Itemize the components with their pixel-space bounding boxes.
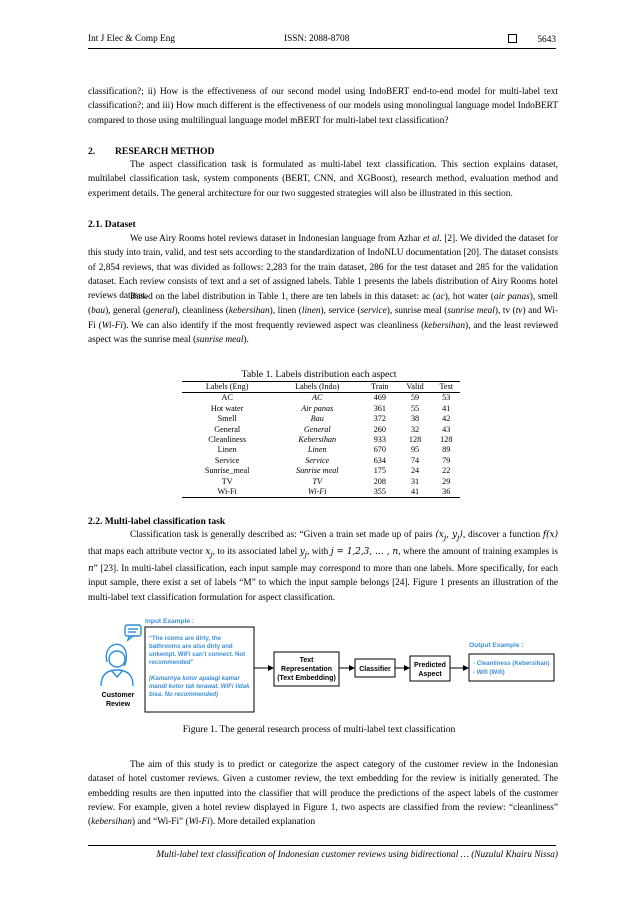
classifier-label: Classifier [359, 666, 391, 673]
section2-paragraph: The aspect classification task is formulated as multi-label text classification. This section explains dataset, multilabel classification task, system components (BERT, CNN, and XGBoost), research method, evaluation method and experiment details. The general architecture for our two suggested strategies will also be illustrated in this section. [88, 160, 558, 199]
text-rep-line-2: Representation [281, 666, 332, 673]
table-row [182, 414, 460, 424]
table-cell: 36 [433, 487, 460, 498]
process-diagram [88, 614, 558, 714]
table-header-cell: Test [433, 382, 460, 393]
checkbox-icon [508, 34, 517, 43]
table-cell: Air panas [301, 403, 334, 413]
table-cell: 24 [410, 466, 420, 476]
text-rep-line-3: (Text Embedding) [277, 675, 336, 682]
table-cell: 128 [408, 435, 422, 445]
table-cell: Sunrise meal [295, 466, 339, 476]
table-cell: 74 [410, 455, 420, 465]
table-cell: 53 [442, 393, 451, 403]
table-cell: 41 [442, 403, 451, 413]
table-row [182, 456, 460, 466]
multilabel-paragraph: Classification task is generally described as: “Given a train set made up of pairs ($x_j$, $y_j$), discover a function f(x) that maps each attribute vector $x_j$, to its associated label $y_j$, with j = 1,2,3, … , n, where the amount of training examples is n” [23]. In multi-label classification, each input sample may correspond to more than one labels. More specifically, for each input sample, there exist a set of labels “M” to which the input sample belongs [24]. Figure 1 presents an illustration of the multi-label text classification formulation for aspect classification. [88, 530, 559, 603]
table-cell: 361 [373, 403, 386, 413]
table-cell: 43 [442, 424, 451, 434]
table-cell: Wi-Fi [182, 487, 272, 498]
table-cell: 55 [410, 403, 420, 413]
table-cell: Cleanliness [208, 435, 247, 445]
table-cell: TV [221, 476, 233, 486]
dataset-paragraph-2: Based on the label distribution in Table 1, there are ten labels in this dataset: ac (ac), hot water (air panas), smell (bau), general (general), cleanliness (kebersihan), linen (linen), service (service), sunrise meal (sunrise meal), tv (tv) and Wi-Fi (Wi-Fi). We can also identify if the most frequently reviewed aspect was cleanliness (kebersihan), and the least reviewed aspect was the sunrise meal (sunrise meal). [88, 292, 559, 345]
table-cell: 22 [442, 466, 451, 476]
customer-icon [101, 625, 141, 686]
table-cell: 31 [410, 476, 420, 486]
output-example-title: Output Example : [469, 642, 524, 649]
header-rule [88, 48, 556, 49]
table-cell: 38 [410, 414, 420, 424]
text-rep-line-1: Text [299, 657, 314, 664]
table-cell: 208 [373, 476, 386, 486]
table-row [182, 435, 460, 445]
output-item-2: - Wifi (Wifi) [473, 669, 505, 676]
indo-line-3: bisa. No recommended) [149, 691, 219, 698]
table-row [182, 404, 460, 414]
table-cell: 670 [373, 445, 386, 455]
table-cell: 933 [373, 435, 386, 445]
table-cell: 29 [442, 476, 451, 486]
figure-1 [88, 614, 558, 714]
table-row [182, 477, 460, 487]
table-cell: Kebersihan [298, 435, 337, 445]
table-cell: 469 [373, 393, 386, 403]
table-cell: AC [221, 393, 233, 403]
table-header-cell: Train [362, 382, 397, 393]
table-cell: 89 [442, 445, 451, 455]
table-cell: 32 [410, 424, 420, 434]
table-cell: Service [305, 455, 330, 465]
table-cell: Service [214, 455, 240, 465]
table-row [182, 445, 460, 455]
section-heading: 2. RESEARCH METHOD [88, 146, 215, 157]
customer-label-2: Review [105, 701, 131, 708]
table-cell: 41 [398, 487, 433, 498]
table-row [182, 466, 460, 476]
table-header-row [182, 382, 460, 393]
subsection-heading-multilabel: 2.2. Multi-label classification task [88, 516, 226, 527]
table-cell: Smell [217, 414, 237, 424]
output-item-1: - Cleanliness (Kebersihan) [473, 660, 550, 667]
table-cell: Linen [307, 445, 327, 455]
indo-line-1: (Kamarnya kotor apalagi kamar [149, 675, 240, 682]
table-cell: Bau [310, 414, 324, 424]
customer-label-1: Customer [101, 692, 135, 699]
table-cell: Sunrise_meal [204, 466, 250, 476]
quote-line-3: unkempt. WiFi can’t connect. Not [149, 651, 246, 658]
table-header-cell: Labels (Eng) [182, 382, 272, 393]
table-header-cell: Valid [398, 382, 433, 393]
figure-caption: Figure 1. The general research process of multi-label text classification [182, 724, 456, 735]
input-example-title: Input Example : [145, 618, 195, 625]
indo-line-2: mandi kotor tak terawat. WiFi tidak [149, 683, 250, 690]
table-cell: General [303, 424, 331, 434]
table-cell: 372 [373, 414, 386, 424]
journal-name: Int J Elec & Comp Eng [88, 34, 176, 44]
table-cell: Hot water [210, 403, 244, 413]
table-cell: 175 [373, 466, 386, 476]
quote-line-1: “The rooms are dirty, the [149, 635, 222, 642]
table-cell: 355 [362, 487, 397, 498]
table-cell: 42 [442, 414, 451, 424]
table-row [182, 425, 460, 435]
table-cell: 95 [410, 445, 420, 455]
table-cell: General [214, 424, 241, 434]
table-cell: AC [312, 393, 323, 403]
table-cell: 79 [442, 455, 451, 465]
page-number: 5643 [537, 35, 556, 45]
footer-rule [88, 845, 556, 846]
quote-line-2: bathrooms are also dirty and [149, 643, 233, 650]
output-example-box [469, 654, 554, 681]
quote-line-4: recommended” [149, 659, 194, 666]
intro-paragraph: classification?; ii) How is the effectiveness of our second model using IndoBERT end-to-end model for multi-label text classification?; and iii) How much different is the effectiveness of our models using monolingual language model IndoBERT compared to those using multilingual language model mBERT for multi-label text classification? [88, 87, 558, 126]
table-cell: Wi-Fi [272, 487, 362, 498]
table-row [182, 393, 460, 404]
table-cell: Linen [217, 445, 237, 455]
table-cell: TV [312, 476, 323, 486]
table-cell: 128 [440, 435, 453, 445]
running-header [88, 34, 556, 47]
running-footer: Multi-label text classification of Indonesian customer reviews using bidirectional … (Nuzulul Khairu Nissa) [156, 850, 558, 860]
table-row [182, 487, 460, 498]
table-header-cell: Labels (Indo) [272, 382, 362, 393]
predicted-line-1: Predicted [414, 662, 446, 669]
predicted-line-2: Aspect [418, 671, 442, 678]
issn: ISSN: 2088-8708 [284, 34, 350, 44]
dataset-paragraph-1: We use Airy Rooms hotel reviews dataset in Indonesian language from Azhar et al. [2]. We divided the dataset for this study into train, valid, and test sets according to the standardization of IndoNLU documentation [20]. The dataset consists of 2,854 reviews, that was divided as follows: 2,283 for the train dataset, 286 for the test dataset and 285 for the validation dataset. Each review consists of text and a set of assigned labels. Table 1 presents the labels distribution of Airy Rooms hotel reviews dataset. [88, 234, 558, 302]
subsection-heading-dataset: 2.1. Dataset [88, 219, 136, 230]
table-cell: 260 [373, 424, 386, 434]
table-cell: 59 [410, 393, 420, 403]
table-cell: 634 [373, 455, 386, 465]
closing-paragraph: The aim of this study is to predict or categorize the aspect category of the customer review in the Indonesian dataset of hotel customer reviews. Given a customer review, the text embedding for the review is initially generated. The embedding results are then inputted into the classifier that will produce the predictions of the aspect labels of the customer review. For example, given a hotel review displayed in Figure 1, two aspects are classified from the review: “cleanliness” (kebersihan) and “Wi-Fi” (Wi-Fi). More detailed explanation [88, 760, 558, 828]
labels-distribution-table [182, 381, 460, 498]
table-caption: Table 1. Labels distribution each aspect [241, 369, 397, 380]
